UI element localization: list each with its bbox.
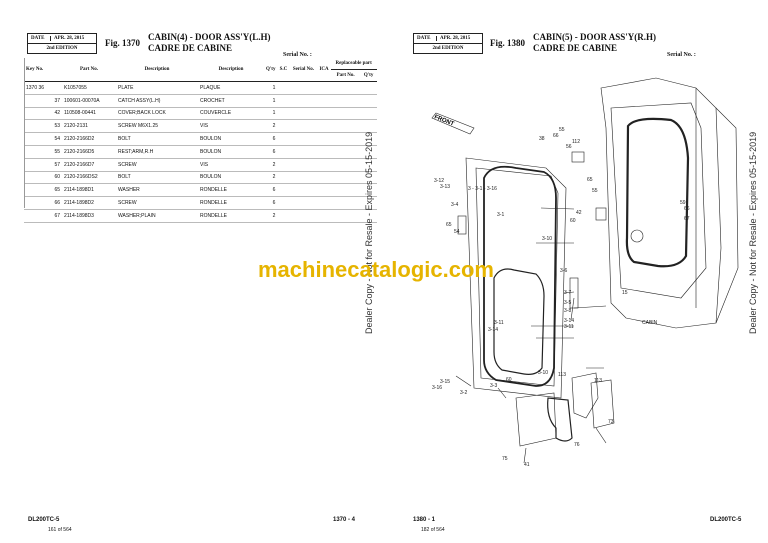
date-box	[27, 33, 97, 54]
callout: 113	[594, 378, 602, 384]
serial-label: Serial No. :	[283, 52, 312, 58]
date-label: DATE	[414, 36, 437, 41]
cell-qty: 1	[264, 107, 277, 120]
table-row	[24, 171, 377, 184]
cell-qty: 6	[264, 197, 277, 210]
figure-number: Fig. 1380	[490, 38, 525, 48]
parts-table	[24, 58, 377, 223]
col-ica: ICA	[317, 58, 330, 82]
page-title	[148, 32, 271, 54]
cell-desc-fr: VIS	[198, 158, 264, 171]
col-part-no-2: Part No.	[331, 70, 361, 82]
callout: 76	[574, 442, 580, 448]
cell-desc-fr: COUVERCLE	[198, 107, 264, 120]
callout: 66	[553, 133, 559, 139]
cell-desc-fr: RONDELLE	[198, 209, 264, 222]
cell-desc-fr: RONDELLE	[198, 184, 264, 197]
table-row	[24, 94, 377, 107]
cell-part: 2114-1898D3	[62, 209, 116, 222]
table-row	[24, 120, 377, 133]
date-label: DATE	[28, 36, 51, 41]
col-replaceable-part: Replaceable part	[331, 58, 377, 70]
cell-key: 55	[24, 145, 62, 158]
dealer-stamp-right: Dealer Copy - Not for Resale - Expires 05-15-2019	[748, 131, 758, 334]
callout: 3-13	[440, 184, 451, 190]
title-line-2: CADRE DE CABINE	[533, 43, 618, 53]
cell-qty: 6	[264, 184, 277, 197]
cell-key: 66	[24, 197, 62, 210]
table-row	[24, 158, 377, 171]
cell-part: 2120-2166DS2	[62, 171, 116, 184]
cell-key: 1370 36	[24, 82, 62, 95]
cell-qty: 1	[264, 94, 277, 107]
cell-desc-fr: VIS	[198, 120, 264, 133]
cell-part: 2114-1898D1	[62, 184, 116, 197]
title-line-1: CABIN(5) - DOOR ASS'Y(R.H)	[533, 32, 657, 42]
cell-qty: 2	[264, 209, 277, 222]
table-divider	[24, 58, 25, 208]
cell-desc: BOLT	[116, 171, 198, 184]
callout: 15	[622, 290, 628, 296]
cell-part: 2120-2166D7	[62, 158, 116, 171]
title-line-1: CABIN(4) - DOOR ASS'Y(L.H)	[148, 32, 271, 42]
edition-label: 2nd EDITION	[432, 46, 464, 51]
figure-number: Fig. 1370	[105, 38, 140, 48]
cell-desc: REST;ARM,R.H	[116, 145, 198, 158]
col-qty: Q'ty	[264, 58, 277, 82]
date-value: APR. 28, 2015	[440, 36, 471, 41]
callout: 42	[576, 210, 582, 216]
cell-key: 67	[24, 209, 62, 222]
date-value: APR. 28, 2015	[54, 36, 85, 41]
footer-model: DL200TC-5	[710, 517, 742, 523]
cell-desc-fr: BOULON	[198, 145, 264, 158]
cell-part: 110508-00441	[62, 107, 116, 120]
col-sc: S.C	[277, 58, 289, 82]
date-box	[413, 33, 483, 54]
callout: 60	[506, 377, 512, 383]
cell-desc-fr: CROCHET	[198, 94, 264, 107]
cell-desc: SCREW	[116, 197, 198, 210]
cell-desc: PLATE	[116, 82, 198, 95]
callout: 3-11	[494, 320, 504, 326]
front-label: FRONT	[433, 114, 455, 128]
callout: 65	[587, 177, 593, 183]
cell-part: 2114-1898D2	[62, 197, 116, 210]
callout: 59	[680, 200, 686, 206]
cell-key: 37	[24, 94, 62, 107]
cell-qty: 6	[264, 133, 277, 146]
cell-desc: SCREW M6X1.25	[116, 120, 198, 133]
footer-model: DL200TC-5	[28, 517, 60, 523]
watermark-text: machinecatalogic.com	[258, 257, 494, 282]
callout: 3-6	[560, 268, 568, 274]
cell-part: 2120-2166D5	[62, 145, 116, 158]
callout: 3-2	[460, 390, 468, 396]
callout: 3-14	[488, 327, 499, 333]
footer-ref: 1380 - 1	[413, 517, 436, 523]
callout: 66	[684, 206, 690, 212]
cell-part: 2120-2131	[62, 120, 116, 133]
cell-part: 100601-00070A	[62, 94, 116, 107]
callout: 3-5	[564, 300, 572, 306]
cell-qty: 2	[264, 171, 277, 184]
cabin-label: CABIN	[642, 320, 658, 326]
table-row	[24, 197, 377, 210]
footer-pages: 161 of 564	[48, 527, 72, 533]
cell-qty: 6	[264, 145, 277, 158]
cell-key: 54	[24, 133, 62, 146]
callout: 3-12	[434, 178, 445, 184]
col-description: Description	[116, 58, 198, 82]
col-serial-no: Serial No.	[289, 58, 317, 82]
cover-back-lock	[631, 230, 643, 242]
callout: 3-7	[564, 290, 572, 296]
table-row	[24, 184, 377, 197]
cell-desc-fr: RONDELLE	[198, 197, 264, 210]
table-row	[24, 82, 377, 95]
callout: 3-1	[497, 212, 505, 218]
callout: 112	[572, 139, 580, 145]
cell-desc: WASHER	[116, 184, 198, 197]
footer-ref: 1370 - 4	[333, 517, 356, 523]
cell-desc-fr: BOULON	[198, 133, 264, 146]
callout: 73	[608, 419, 614, 425]
cell-desc: WASHER;PLAIN	[116, 209, 198, 222]
col-key-no: Key No.	[24, 58, 62, 82]
cell-desc-fr: BOULON	[198, 171, 264, 184]
edition-label: 2nd EDITION	[46, 46, 78, 51]
cell-part: K1057055	[62, 82, 116, 95]
title-line-2: CADRE DE CABINE	[148, 43, 233, 53]
catch-assembly	[572, 152, 584, 162]
cabin-frame-inner	[611, 103, 706, 298]
callout: 3-15	[440, 379, 451, 385]
callout: 3 - 3-1 - 3-16	[468, 186, 497, 192]
callout: 3-14	[564, 318, 575, 324]
cell-part: 2120-2166D2	[62, 133, 116, 146]
col-part-no: Part No.	[62, 58, 116, 82]
cell-qty: 2	[264, 120, 277, 133]
cell-desc: BOLT	[116, 133, 198, 146]
callout: 3-10	[538, 370, 549, 376]
page-title	[533, 32, 656, 54]
callout: 67	[684, 216, 690, 222]
callout: 3-4	[451, 202, 459, 208]
door-seal-rh	[627, 119, 688, 266]
cell-qty: 2	[264, 158, 277, 171]
callout: 3-3	[490, 383, 498, 389]
col-description-fr: Description	[198, 58, 264, 82]
footer-pages: 182 of 564	[421, 527, 445, 533]
col-qty-2: Q'ty	[361, 70, 377, 82]
cell-desc: SCREW	[116, 158, 198, 171]
callout: 54	[454, 229, 460, 235]
cell-key: 65	[24, 184, 62, 197]
callout: 56	[566, 144, 572, 150]
callout: 41	[524, 462, 530, 468]
cell-key: 60	[24, 171, 62, 184]
dealer-stamp-left: Dealer Copy - Not for Resale - Expires 05-15-2019	[364, 131, 374, 334]
table-row	[24, 107, 377, 120]
cell-key: 42	[24, 107, 62, 120]
cell-desc-fr: PLAQUE	[198, 82, 264, 95]
cell-key: 57	[24, 158, 62, 171]
callout: 55	[592, 188, 598, 194]
callout: 3-11	[564, 324, 574, 330]
callout: 55	[559, 127, 565, 133]
cell-qty: 1	[264, 82, 277, 95]
serial-label: Serial No. :	[667, 52, 696, 58]
callout: 65	[446, 222, 452, 228]
cell-key: 53	[24, 120, 62, 133]
table-row	[24, 133, 377, 146]
callout: 38	[539, 136, 545, 142]
callout: 3-10	[542, 236, 553, 242]
table-row	[24, 209, 377, 222]
callout: 60	[570, 218, 576, 224]
callout: 75	[502, 456, 508, 462]
cell-desc: COVER;BACK LOCK	[116, 107, 198, 120]
cabin-frame	[601, 78, 721, 328]
table-row	[24, 145, 377, 158]
callout: 3-8	[564, 308, 572, 314]
callout: 113	[558, 372, 566, 378]
cell-desc: CATCH ASSY(L.H)	[116, 94, 198, 107]
callout: 3-16	[432, 385, 443, 391]
